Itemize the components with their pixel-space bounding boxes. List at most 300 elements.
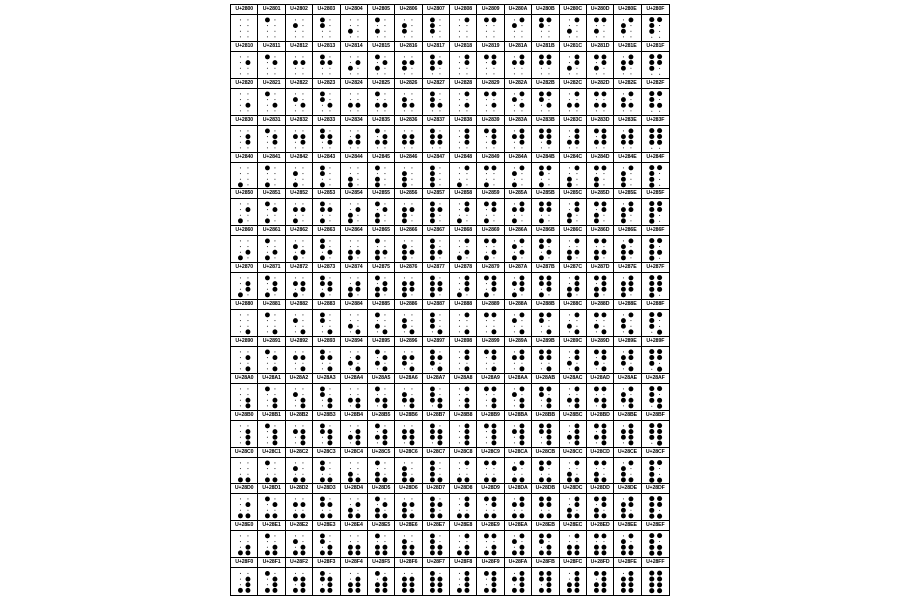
raised-dot [402, 471, 407, 476]
raised-dot [629, 202, 634, 207]
empty-dot [404, 425, 405, 426]
empty-dot [412, 246, 413, 247]
raised-dot [300, 208, 305, 213]
raised-dot [594, 497, 599, 502]
codepoint-label: U+28EC [560, 521, 586, 531]
empty-dot [439, 246, 440, 247]
braille-cell [286, 484, 313, 521]
empty-dot [295, 331, 296, 332]
braille-pattern-icon [368, 494, 394, 520]
raised-dot [539, 514, 544, 519]
empty-dot [412, 215, 413, 216]
empty-dot [514, 405, 515, 406]
braille-pattern-icon [587, 494, 613, 520]
raised-dot [347, 250, 352, 255]
braille-pattern-icon [587, 458, 613, 484]
raised-dot [300, 103, 305, 108]
raised-dot [601, 551, 606, 556]
empty-dot [302, 19, 303, 20]
empty-dot [439, 173, 440, 174]
empty-dot [603, 363, 604, 364]
empty-dot [412, 173, 413, 174]
raised-dot [574, 545, 579, 550]
empty-dot [322, 584, 323, 585]
raised-dot [375, 219, 380, 224]
empty-dot [439, 499, 440, 500]
codepoint-label: U+28E9 [477, 521, 503, 531]
braille-cell [642, 116, 669, 153]
braille-pattern-icon [532, 384, 558, 410]
raised-dot [539, 355, 544, 360]
braille-pattern-icon [313, 421, 339, 447]
codepoint-label: U+2837 [423, 116, 449, 126]
empty-dot [459, 504, 460, 505]
empty-dot [247, 499, 248, 500]
codepoint-label: U+2800 [231, 5, 257, 15]
raised-dot [512, 134, 517, 139]
empty-dot [240, 499, 241, 500]
empty-dot [302, 314, 303, 315]
raised-dot [402, 281, 407, 286]
braille-pattern-icon [532, 310, 558, 336]
empty-dot [432, 368, 433, 369]
empty-dot [240, 573, 241, 574]
raised-dot [601, 355, 606, 360]
raised-dot [594, 460, 599, 465]
raised-dot [519, 17, 524, 22]
raised-dot [621, 60, 626, 65]
braille-cell [395, 337, 422, 374]
raised-dot [547, 134, 552, 139]
raised-dot [320, 281, 325, 286]
raised-dot [347, 176, 352, 181]
braille-pattern-icon [258, 52, 284, 78]
raised-dot [519, 403, 524, 408]
empty-dot [302, 294, 303, 295]
codepoint-label: U+28C6 [395, 448, 421, 458]
empty-dot [412, 294, 413, 295]
raised-dot [512, 244, 517, 249]
raised-dot [566, 66, 571, 71]
braille-pattern-icon [505, 236, 531, 262]
empty-dot [623, 56, 624, 57]
raised-dot [375, 534, 380, 539]
raised-dot [492, 440, 497, 445]
raised-dot [512, 539, 517, 544]
raised-dot [594, 103, 599, 108]
raised-dot [320, 182, 325, 187]
raised-dot [382, 287, 387, 292]
braille-cell [642, 337, 669, 374]
raised-dot [375, 139, 380, 144]
raised-dot [574, 429, 579, 434]
raised-dot [539, 551, 544, 556]
braille-cell [587, 337, 614, 374]
codepoint-label: U+285C [560, 189, 586, 199]
braille-cell [423, 374, 450, 411]
braille-pattern-icon [560, 15, 586, 41]
braille-pattern-icon [231, 384, 257, 410]
empty-dot [439, 320, 440, 321]
empty-dot [357, 19, 358, 20]
empty-dot [322, 252, 323, 253]
codepoint-label: U+28CF [642, 448, 669, 458]
empty-dot [603, 31, 604, 32]
braille-cell [477, 337, 504, 374]
empty-dot [412, 468, 413, 469]
empty-dot [486, 579, 487, 580]
braille-cell [450, 300, 477, 337]
empty-dot [459, 399, 460, 400]
raised-dot [410, 434, 415, 439]
empty-dot [514, 351, 515, 352]
raised-dot [621, 256, 626, 261]
empty-dot [330, 351, 331, 352]
codepoint-label: U+286C [560, 226, 586, 236]
raised-dot [594, 571, 599, 576]
raised-dot [430, 508, 435, 513]
empty-dot [322, 473, 323, 474]
braille-cell [642, 558, 669, 595]
empty-dot [459, 536, 460, 537]
empty-dot [240, 278, 241, 279]
empty-dot [295, 178, 296, 179]
empty-dot [330, 541, 331, 542]
raised-dot [375, 91, 380, 96]
empty-dot [357, 462, 358, 463]
raised-dot [629, 128, 634, 133]
braille-cell [395, 558, 422, 595]
empty-dot [521, 294, 522, 295]
empty-dot [404, 314, 405, 315]
codepoint-label: U+28DC [560, 484, 586, 494]
braille-cell [231, 411, 258, 448]
raised-dot [621, 66, 626, 71]
raised-dot [246, 281, 251, 286]
empty-dot [486, 31, 487, 32]
braille-pattern-icon [505, 273, 531, 299]
braille-pattern-icon [532, 126, 558, 152]
empty-dot [302, 99, 303, 100]
raised-dot [629, 60, 634, 65]
codepoint-label: U+28B5 [368, 411, 394, 421]
raised-dot [328, 403, 333, 408]
raised-dot [484, 202, 489, 207]
braille-cell [587, 374, 614, 411]
raised-dot [293, 23, 298, 28]
codepoint-label: U+2846 [395, 153, 421, 163]
empty-dot [240, 141, 241, 142]
braille-pattern-icon [614, 89, 640, 115]
raised-dot [375, 66, 380, 71]
empty-dot [623, 388, 624, 389]
empty-dot [459, 320, 460, 321]
raised-dot [457, 293, 462, 298]
codepoint-label: U+2869 [477, 226, 503, 236]
raised-dot [649, 582, 654, 587]
empty-dot [439, 278, 440, 279]
braille-cell [368, 263, 395, 300]
raised-dot [547, 239, 552, 244]
empty-dot [541, 442, 542, 443]
braille-cell [231, 484, 258, 521]
empty-dot [295, 141, 296, 142]
empty-dot [302, 241, 303, 242]
empty-dot [486, 209, 487, 210]
empty-dot [576, 147, 577, 148]
braille-pattern-icon [532, 163, 558, 189]
empty-dot [459, 468, 460, 469]
raised-dot [621, 577, 626, 582]
braille-pattern-icon [587, 310, 613, 336]
raised-dot [492, 54, 497, 59]
raised-dot [347, 66, 352, 71]
empty-dot [384, 93, 385, 94]
braille-cell [341, 558, 368, 595]
braille-cell [423, 116, 450, 153]
raised-dot [594, 165, 599, 170]
empty-dot [377, 110, 378, 111]
braille-pattern-icon [532, 199, 558, 225]
empty-dot [459, 19, 460, 20]
empty-dot [439, 25, 440, 26]
raised-dot [328, 281, 333, 286]
empty-dot [247, 173, 248, 174]
empty-dot [603, 326, 604, 327]
empty-dot [384, 425, 385, 426]
raised-dot [512, 293, 517, 298]
empty-dot [377, 405, 378, 406]
empty-dot [412, 314, 413, 315]
braille-pattern-icon [231, 52, 257, 78]
empty-dot [330, 130, 331, 131]
empty-dot [494, 473, 495, 474]
empty-dot [240, 130, 241, 131]
braille-cell [423, 337, 450, 374]
raised-dot [293, 208, 298, 213]
empty-dot [549, 468, 550, 469]
codepoint-label: U+285B [532, 189, 558, 199]
raised-dot [649, 103, 654, 108]
codepoint-label: U+288A [505, 300, 531, 310]
braille-pattern-icon [341, 310, 367, 336]
codepoint-label: U+2854 [341, 189, 367, 199]
raised-dot [484, 239, 489, 244]
empty-dot [439, 184, 440, 185]
empty-dot [275, 573, 276, 574]
braille-pattern-icon [560, 126, 586, 152]
empty-dot [439, 204, 440, 205]
raised-dot [410, 514, 415, 519]
braille-pattern-icon [587, 273, 613, 299]
braille-pattern-icon [423, 163, 449, 189]
codepoint-label: U+287C [560, 263, 586, 273]
empty-dot [384, 178, 385, 179]
empty-dot [384, 394, 385, 395]
raised-dot [649, 477, 654, 482]
raised-dot [629, 139, 634, 144]
empty-dot [240, 326, 241, 327]
empty-dot [631, 215, 632, 216]
empty-dot [459, 204, 460, 205]
codepoint-label: U+28AE [614, 374, 640, 384]
braille-cell [614, 153, 641, 190]
braille-pattern-icon [614, 384, 640, 410]
braille-pattern-icon [450, 384, 476, 410]
braille-cell [614, 79, 641, 116]
raised-dot [621, 23, 626, 28]
raised-dot [410, 134, 415, 139]
braille-pattern-icon [614, 310, 640, 336]
raised-dot [273, 477, 278, 482]
empty-dot [322, 178, 323, 179]
empty-dot [568, 36, 569, 37]
raised-dot [265, 256, 270, 261]
braille-pattern-icon [368, 310, 394, 336]
braille-cell [341, 189, 368, 226]
raised-dot [574, 582, 579, 587]
codepoint-label: U+2852 [286, 189, 312, 199]
empty-dot [247, 99, 248, 100]
braille-cell [614, 484, 641, 521]
empty-dot [514, 425, 515, 426]
raised-dot [547, 534, 552, 539]
empty-dot [541, 104, 542, 105]
empty-dot [302, 388, 303, 389]
empty-dot [349, 278, 350, 279]
codepoint-label: U+2874 [341, 263, 367, 273]
codepoint-label: U+287E [614, 263, 640, 273]
raised-dot [430, 497, 435, 502]
braille-pattern-icon [313, 52, 339, 78]
codepoint-label: U+28A7 [423, 374, 449, 384]
raised-dot [375, 551, 380, 556]
raised-dot [574, 239, 579, 244]
empty-dot [240, 19, 241, 20]
braille-cell [231, 263, 258, 300]
raised-dot [328, 514, 333, 519]
empty-dot [439, 326, 440, 327]
codepoint-label: U+2862 [286, 226, 312, 236]
raised-dot [402, 23, 407, 28]
raised-dot [375, 239, 380, 244]
raised-dot [410, 287, 415, 292]
raised-dot [547, 54, 552, 59]
empty-dot [412, 19, 413, 20]
codepoint-label: U+2881 [258, 300, 284, 310]
codepoint-label: U+28C3 [313, 448, 339, 458]
braille-pattern-icon [614, 236, 640, 262]
braille-cell [560, 263, 587, 300]
codepoint-label: U+28C7 [423, 448, 449, 458]
empty-dot [432, 147, 433, 148]
codepoint-label: U+2826 [395, 79, 421, 89]
raised-dot [594, 239, 599, 244]
empty-dot [240, 436, 241, 437]
empty-dot [295, 73, 296, 74]
braille-cell [477, 116, 504, 153]
empty-dot [377, 99, 378, 100]
empty-dot [377, 283, 378, 284]
raised-dot [492, 208, 497, 213]
empty-dot [384, 147, 385, 148]
braille-cell [614, 521, 641, 558]
raised-dot [547, 355, 552, 360]
empty-dot [521, 510, 522, 511]
empty-dot [377, 173, 378, 174]
braille-cell [614, 226, 641, 263]
raised-dot [601, 17, 606, 22]
empty-dot [240, 110, 241, 111]
empty-dot [295, 462, 296, 463]
empty-dot [384, 36, 385, 37]
raised-dot [375, 54, 380, 59]
empty-dot [549, 68, 550, 69]
codepoint-label: U+2898 [450, 337, 476, 347]
empty-dot [349, 209, 350, 210]
raised-dot [519, 440, 524, 445]
empty-dot [275, 25, 276, 26]
empty-dot [514, 141, 515, 142]
empty-dot [568, 431, 569, 432]
raised-dot [430, 139, 435, 144]
braille-pattern-icon [258, 273, 284, 299]
braille-pattern-icon [258, 199, 284, 225]
raised-dot [629, 534, 634, 539]
raised-dot [594, 128, 599, 133]
empty-dot [322, 442, 323, 443]
empty-dot [295, 167, 296, 168]
raised-dot [492, 577, 497, 582]
braille-cell [313, 337, 340, 374]
raised-dot [601, 477, 606, 482]
raised-dot [430, 17, 435, 22]
empty-dot [275, 221, 276, 222]
empty-dot [267, 283, 268, 284]
raised-dot [238, 551, 243, 556]
braille-chart [230, 4, 670, 596]
empty-dot [486, 547, 487, 548]
braille-cell [258, 189, 285, 226]
raised-dot [657, 349, 662, 354]
empty-dot [302, 425, 303, 426]
raised-dot [539, 571, 544, 576]
empty-dot [322, 363, 323, 364]
empty-dot [576, 294, 577, 295]
raised-dot [265, 386, 270, 391]
raised-dot [402, 551, 407, 556]
braille-pattern-icon [258, 310, 284, 336]
codepoint-label: U+2877 [423, 263, 449, 273]
empty-dot [623, 499, 624, 500]
raised-dot [512, 318, 517, 323]
raised-dot [649, 134, 654, 139]
empty-dot [568, 283, 569, 284]
raised-dot [649, 312, 654, 317]
braille-cell [395, 189, 422, 226]
braille-pattern-icon [313, 310, 339, 336]
raised-dot [430, 134, 435, 139]
raised-dot [519, 287, 524, 292]
raised-dot [594, 182, 599, 187]
empty-dot [549, 221, 550, 222]
empty-dot [486, 584, 487, 585]
empty-dot [439, 351, 440, 352]
raised-dot [601, 208, 606, 213]
empty-dot [439, 221, 440, 222]
empty-dot [240, 93, 241, 94]
braille-pattern-icon [560, 531, 586, 557]
